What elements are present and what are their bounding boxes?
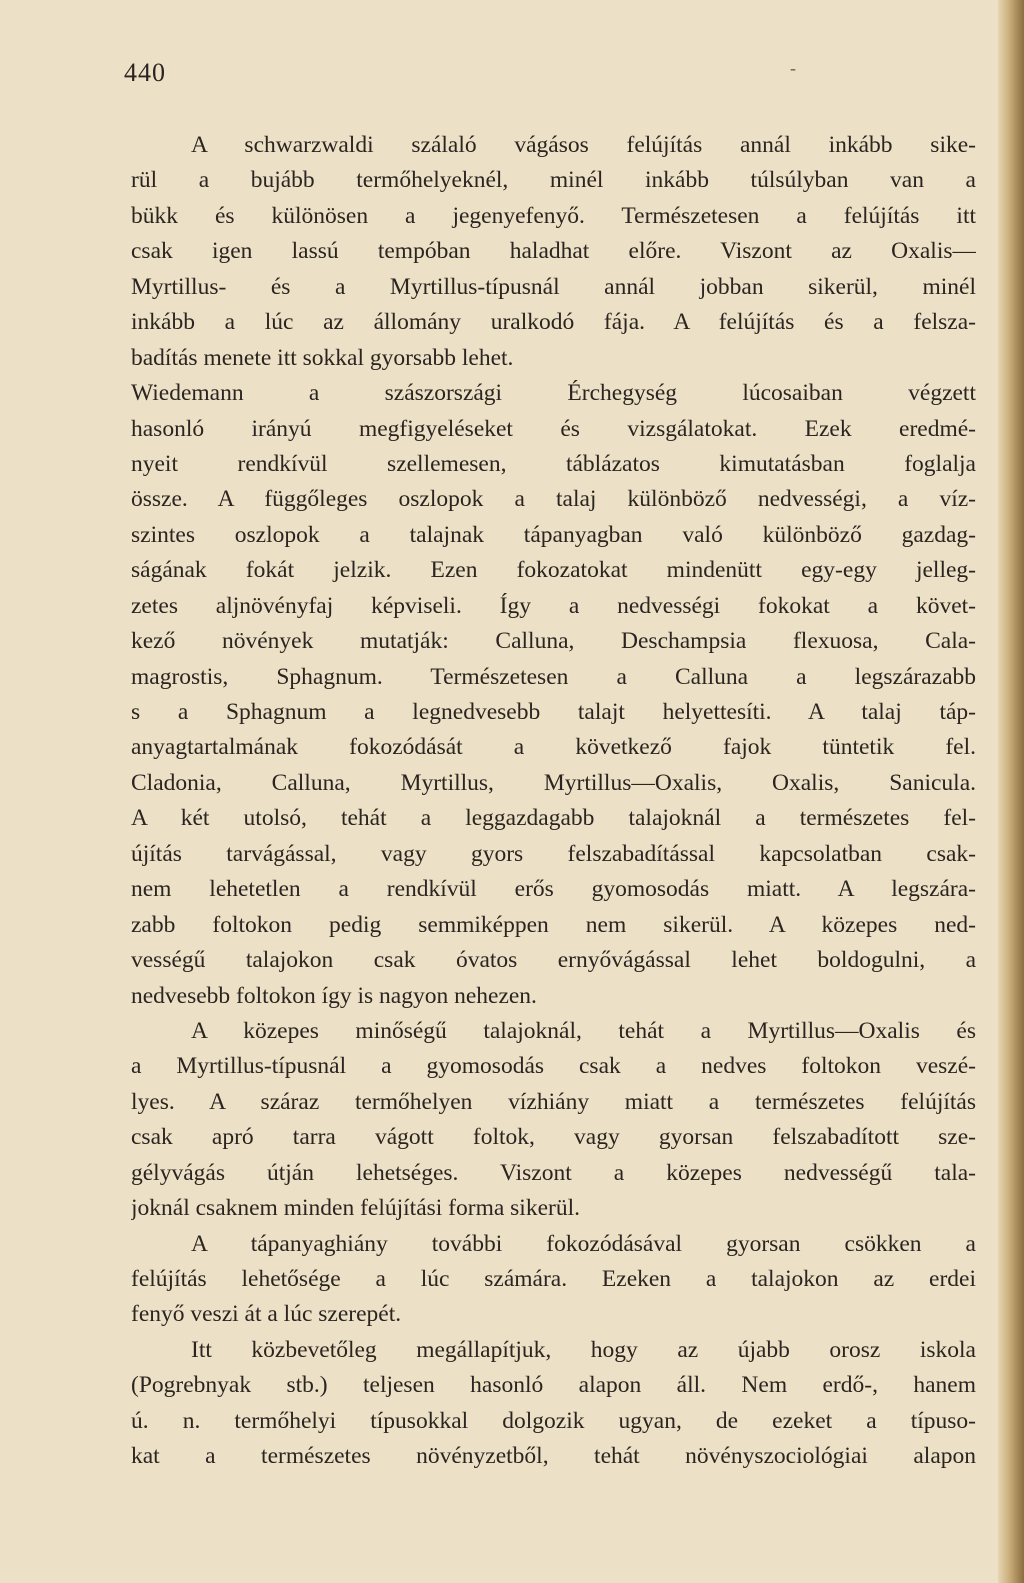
text-line: nem lehetetlen a rendkívül erős gyomosodás miatt. A legszára- xyxy=(131,876,976,903)
text-line: Wiedemann a szászországi Érchegység lúcosaiban végzett xyxy=(131,380,976,407)
text-line: anyagtartalmának fokozódását a következő fajok tüntetik fel. xyxy=(131,734,976,761)
text-line: (Pogrebnyak stb.) teljesen hasonló alapon áll. Nem erdő-, hanem xyxy=(131,1372,976,1399)
text-line: rül a bujább termőhelyeknél, minél inkább túlsúlyban van a xyxy=(131,167,976,194)
text-line: a Myrtillus-típusnál a gyomosodás csak a nedves foltokon veszé- xyxy=(131,1053,976,1080)
text-line: csak apró tarra vágott foltok, vagy gyorsan felszabadított sze- xyxy=(131,1124,976,1151)
text-line: össze. A függőleges oszlopok a talaj különböző nedvességi, a víz- xyxy=(131,486,976,513)
body-text xyxy=(131,128,976,1475)
text-line: badítás menete itt sokkal gyorsabb lehet. xyxy=(131,344,514,371)
text-line: felújítás lehetősége a lúc számára. Ezeken a talajokon az erdei xyxy=(131,1266,976,1292)
text-line: Myrtillus- és a Myrtillus-típusnál annál jobban sikerül, minél xyxy=(131,273,976,300)
text-line: hasonló irányú megfigyeléseket és vizsgálatokat. Ezek eredmé- xyxy=(131,415,976,442)
text-line: csak igen lassú tempóban haladhat előre. Viszont az Oxalis— xyxy=(131,238,976,265)
text-line: kat a természetes növényzetből, tehát növényszociológiai alapon xyxy=(131,1443,976,1470)
text-line: nedvesebb foltokon így is nagyon nehezen. xyxy=(131,982,537,1009)
text-line: Cladonia, Calluna, Myrtillus, Myrtillus—Oxalis, Oxalis, Sanicula. xyxy=(131,769,976,796)
text-line: A schwarzwaldi szálaló vágásos felújítás annál inkább sike- xyxy=(191,132,976,158)
margin-mark: - xyxy=(790,58,796,78)
text-line: s a Sphagnum a legnedvesebb talajt helyettesíti. A talaj táp- xyxy=(131,699,976,725)
text-line: ú. n. termőhelyi típusokkal dolgozik ugyan, de ezeket a típuso- xyxy=(131,1407,976,1434)
page-number: 440 xyxy=(124,58,166,87)
text-line: szintes oszlopok a talajnak tápanyagban való különböző gazdag- xyxy=(131,521,976,548)
text-line: joknál csaknem minden felújítási forma sikerül. xyxy=(131,1195,580,1222)
text-line: gélyvágás útján lehetséges. Viszont a közepes nedvességű tala- xyxy=(131,1159,976,1186)
text-line: zetes aljnövényfaj képviseli. Így a nedvességi fokokat a követ- xyxy=(131,592,976,619)
text-line: A két utolsó, tehát a leggazdagabb talajoknál a természetes fel- xyxy=(131,805,976,832)
text-line: zabb foltokon pedig semmiképpen nem sikerül. A közepes ned- xyxy=(131,911,976,938)
text-line: újítás tarvágással, vagy gyors felszabadítással kapcsolatban csak- xyxy=(131,840,976,867)
text-line: A tápanyaghiány további fokozódásával gyorsan csökken a xyxy=(191,1230,976,1257)
text-line: inkább a lúc az állomány uralkodó fája. A felújítás és a felsza- xyxy=(131,309,976,336)
page-edge-shadow xyxy=(998,0,1024,1583)
text-line: kező növények mutatják: Calluna, Deschampsia flexuosa, Cala- xyxy=(131,628,976,655)
text-line: vességű talajokon csak óvatos ernyővágással lehet boldogulni, a xyxy=(131,947,976,974)
text-line: ságának fokát jelzik. Ezen fokozatokat mindenütt egy-egy jelleg- xyxy=(131,557,976,584)
text-line: lyes. A száraz termőhelyen vízhiány miatt a természetes felújítás xyxy=(131,1088,976,1115)
text-line: Itt közbevetőleg megállapítjuk, hogy az újabb orosz iskola xyxy=(191,1336,976,1363)
text-line: bükk és különösen a jegenyefenyő. Természetesen a felújítás itt xyxy=(131,202,976,229)
text-line: magrostis, Sphagnum. Természetesen a Calluna a legszárazabb xyxy=(131,663,976,690)
text-line: nyeit rendkívül szellemesen, táblázatos kimutatásban foglalja xyxy=(131,450,976,477)
text-line: fenyő veszi át a lúc szerepét. xyxy=(131,1301,402,1328)
text-line: A közepes minőségű talajoknál, tehát a Myrtillus—Oxalis és xyxy=(191,1017,976,1044)
